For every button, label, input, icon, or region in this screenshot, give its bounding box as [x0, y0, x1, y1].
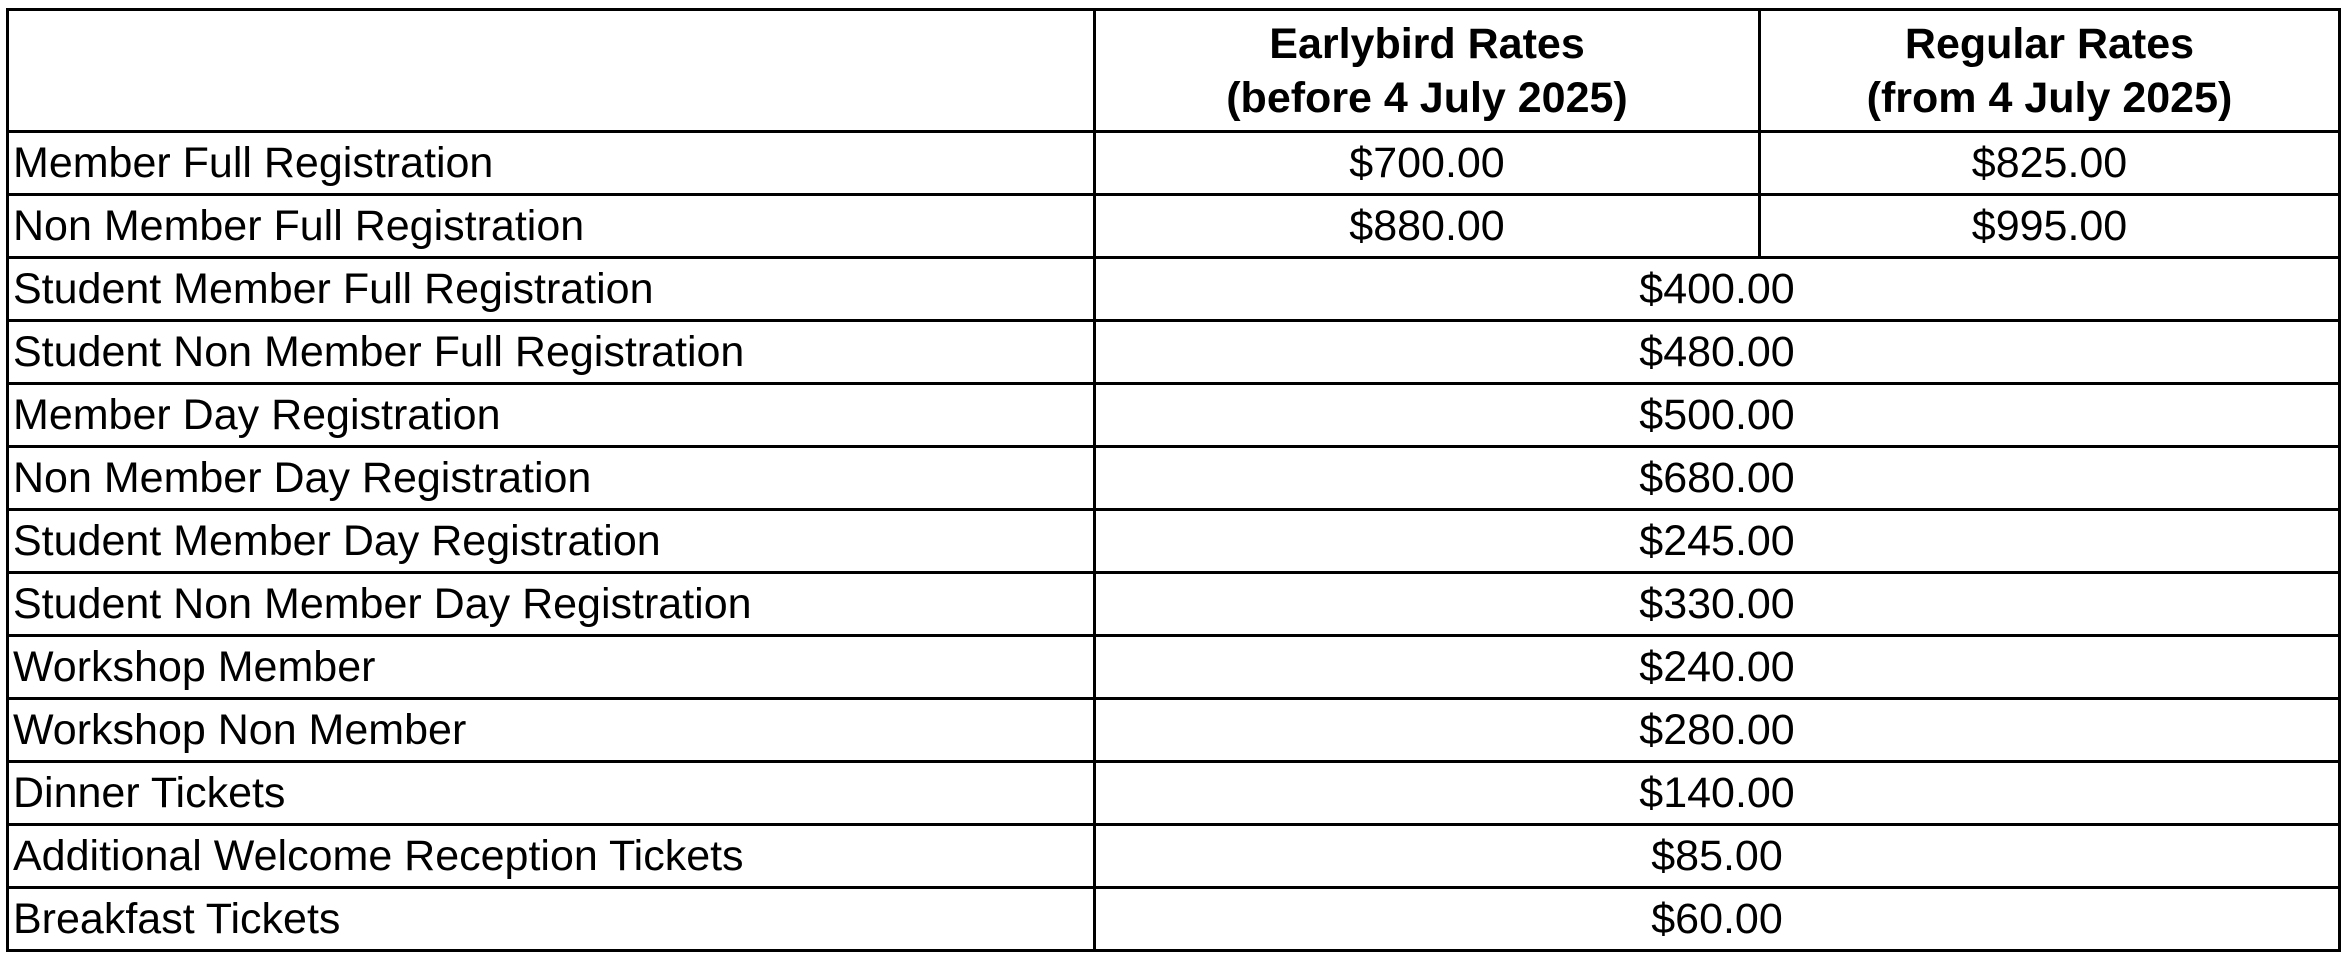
- row-label: Non Member Full Registration: [8, 195, 1095, 258]
- table-row: [8, 888, 2340, 951]
- row-label: Additional Welcome Reception Tickets: [8, 825, 1095, 888]
- flat-price: $330.00: [1095, 573, 2340, 636]
- row-label: Student Non Member Day Registration: [8, 573, 1095, 636]
- row-label: Non Member Day Registration: [8, 447, 1095, 510]
- row-label: Workshop Member: [8, 636, 1095, 699]
- regular-price: $825.00: [1760, 132, 2340, 195]
- regular-price: $995.00: [1760, 195, 2340, 258]
- flat-price: $240.00: [1095, 636, 2340, 699]
- header-regular-rates: [1760, 10, 2340, 132]
- flat-price: $245.00: [1095, 510, 2340, 573]
- header-earlybird-title: Earlybird Rates: [1269, 19, 1585, 68]
- earlybird-price: $700.00: [1095, 132, 1760, 195]
- flat-price: $500.00: [1095, 384, 2340, 447]
- table-row: [8, 573, 2340, 636]
- earlybird-price: $880.00: [1095, 195, 1760, 258]
- row-label: Breakfast Tickets: [8, 888, 1095, 951]
- header-empty-cell: [8, 10, 1095, 132]
- table-row: [8, 636, 2340, 699]
- table-row: [8, 825, 2340, 888]
- flat-price: $140.00: [1095, 762, 2340, 825]
- table-row: [8, 447, 2340, 510]
- table-row: [8, 762, 2340, 825]
- flat-price: $85.00: [1095, 825, 2340, 888]
- flat-price: $280.00: [1095, 699, 2340, 762]
- header-earlybird-rates: [1095, 10, 1760, 132]
- row-label: Student Member Full Registration: [8, 258, 1095, 321]
- row-label: Member Day Registration: [8, 384, 1095, 447]
- row-label: Dinner Tickets: [8, 762, 1095, 825]
- flat-price: $680.00: [1095, 447, 2340, 510]
- registration-rates-table: [6, 8, 2341, 952]
- table-row: [8, 195, 2340, 258]
- flat-price: $60.00: [1095, 888, 2340, 951]
- table-row: [8, 510, 2340, 573]
- flat-price: $400.00: [1095, 258, 2340, 321]
- table-row: [8, 321, 2340, 384]
- table-row: [8, 699, 2340, 762]
- row-label: Student Member Day Registration: [8, 510, 1095, 573]
- row-label: Student Non Member Full Registration: [8, 321, 1095, 384]
- table-row: [8, 132, 2340, 195]
- header-row: [8, 10, 2340, 132]
- table-row: [8, 384, 2340, 447]
- header-earlybird-date: (before 4 July 2025): [1226, 73, 1628, 122]
- header-regular-date: (from 4 July 2025): [1866, 73, 2233, 122]
- table-row: [8, 258, 2340, 321]
- row-label: Member Full Registration: [8, 132, 1095, 195]
- flat-price: $480.00: [1095, 321, 2340, 384]
- header-regular-title: Regular Rates: [1904, 19, 2195, 68]
- row-label: Workshop Non Member: [8, 699, 1095, 762]
